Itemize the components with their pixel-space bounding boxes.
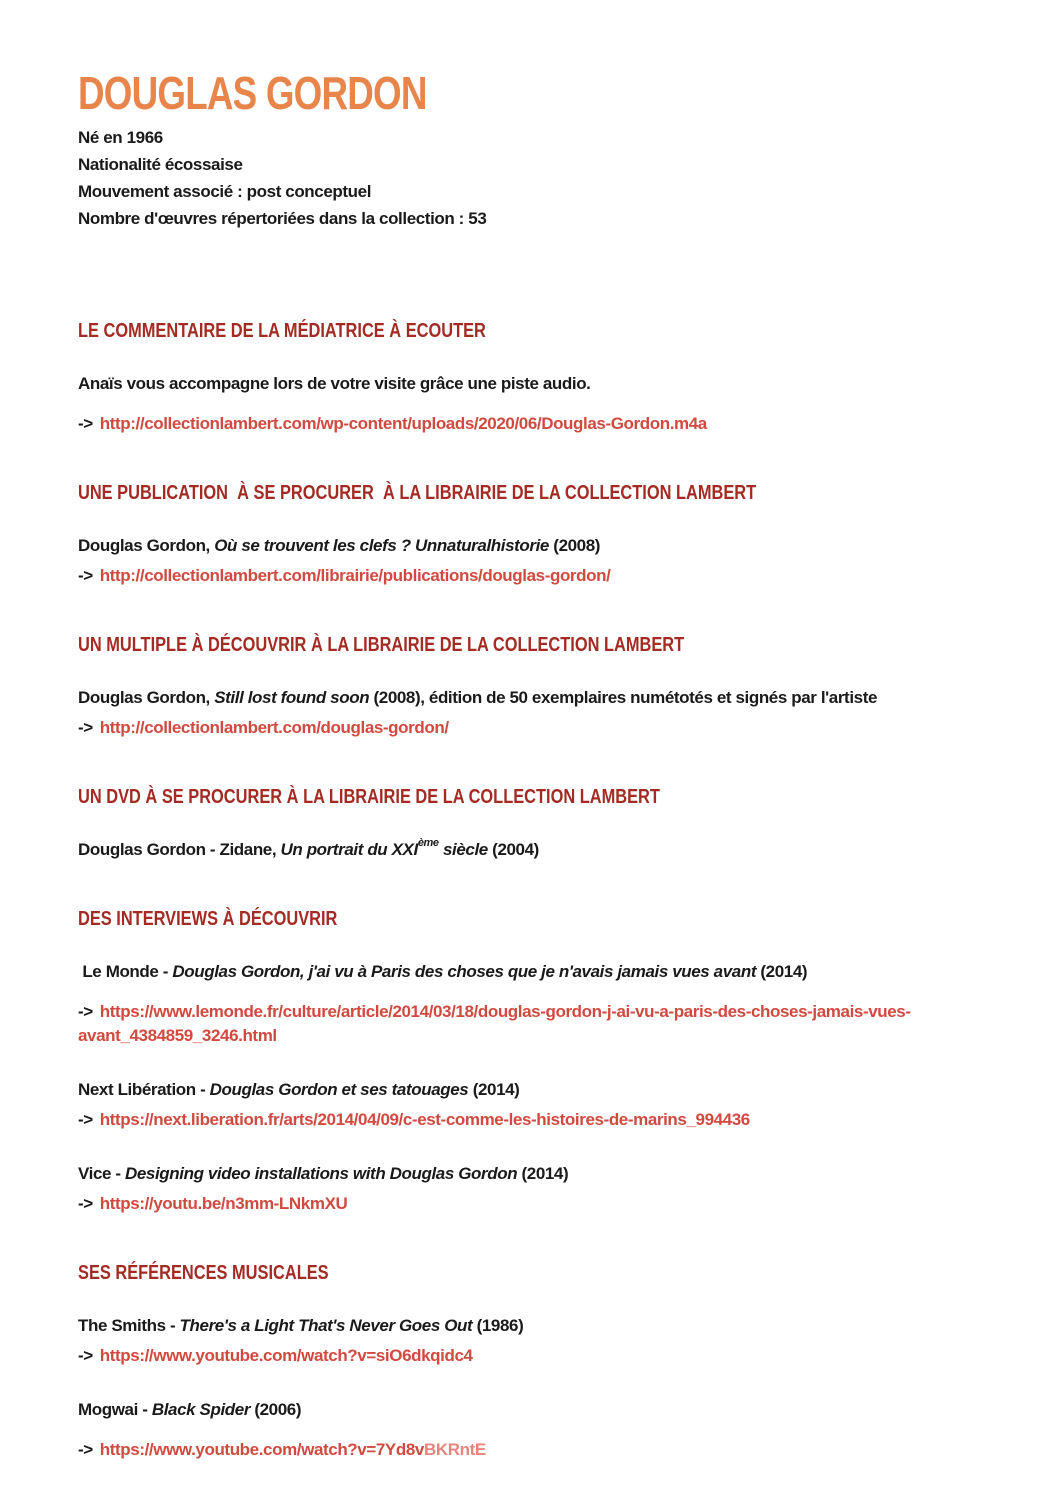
plain-text: Anaïs vous accompagne lors de votre visite grâce une piste audio. xyxy=(78,374,591,393)
link-line xyxy=(78,716,988,740)
plain-text: Vice - xyxy=(78,1164,125,1183)
link-line xyxy=(78,412,988,436)
italic-text: Un portrait du XXI xyxy=(280,840,418,859)
bio xyxy=(78,124,988,232)
section-item xyxy=(78,372,988,436)
item-text xyxy=(78,534,988,558)
plain-text: Le Monde - xyxy=(78,962,173,981)
item-text xyxy=(78,686,988,710)
section-item xyxy=(78,686,988,740)
item-text xyxy=(78,1398,988,1422)
arrow-prefix: -> xyxy=(78,1346,93,1365)
sections xyxy=(78,320,988,1462)
plain-text: Douglas Gordon, xyxy=(78,688,215,707)
plain-text: (2014) xyxy=(517,1164,569,1183)
link-line xyxy=(78,1344,988,1368)
section-item xyxy=(78,534,988,588)
link-line xyxy=(78,1438,988,1462)
italic-text: siècle xyxy=(438,840,488,859)
link-line xyxy=(78,564,988,588)
hyperlink-suffix[interactable]: BKRntE xyxy=(423,1440,486,1459)
item-text xyxy=(78,838,988,862)
hyperlink[interactable]: http://collectionlambert.com/wp-content/uploads/2020/06/Douglas-Gordon.m4a xyxy=(99,414,707,433)
section-heading: LE COMMENTAIRE DE LA MÉDIATRICE À ECOUTER xyxy=(78,320,486,342)
plain-text: (2008), édition de 50 exemplaires numétotés et signés par l'artiste xyxy=(369,688,878,707)
item-text xyxy=(78,372,988,396)
plain-text: (2006) xyxy=(250,1400,302,1419)
hyperlink[interactable]: https://www.lemonde.fr/culture/article/2014/03/18/douglas-gordon-j-ai-vu-a-paris-des-choses-jamais-vues-avant_4384859_3246.html xyxy=(78,1002,911,1045)
plain-text: The Smiths - xyxy=(78,1316,180,1335)
item-text xyxy=(78,1314,988,1338)
item-text xyxy=(78,1162,988,1186)
bio-line: Né en 1966 xyxy=(78,128,163,147)
hyperlink[interactable]: https://next.liberation.fr/arts/2014/04/09/c-est-comme-les-histoires-de-marins_994436 xyxy=(99,1110,750,1129)
section-item xyxy=(78,1398,988,1462)
section xyxy=(78,1262,988,1462)
arrow-prefix: -> xyxy=(78,414,93,433)
italic-text: Designing video installations with Douglas Gordon xyxy=(124,1164,518,1183)
section-item xyxy=(78,1078,988,1132)
italic-text: Douglas Gordon, j'ai vu à Paris des choses que je n'avais jamais vues avant xyxy=(172,962,757,981)
section-heading: UN MULTIPLE À DÉCOUVRIR À LA LIBRAIRIE DE LA COLLECTION LAMBERT xyxy=(78,634,685,656)
italic-text: Douglas Gordon et ses tatouages xyxy=(209,1080,469,1099)
plain-text: Douglas Gordon - Zidane, xyxy=(78,840,281,859)
hyperlink[interactable]: http://collectionlambert.com/librairie/publications/douglas-gordon/ xyxy=(99,566,611,585)
section-item xyxy=(78,960,988,1048)
bio-line: Mouvement associé : post conceptuel xyxy=(78,182,372,201)
plain-text: (2014) xyxy=(756,962,808,981)
arrow-prefix: -> xyxy=(78,1440,93,1459)
plain-text: (1986) xyxy=(472,1316,524,1335)
arrow-prefix: -> xyxy=(78,1002,93,1021)
bio-line: Nombre d'œuvres répertoriées dans la collection : 53 xyxy=(78,209,487,228)
italic-text: Où se trouvent les clefs ? Unnaturalhistorie xyxy=(214,536,549,555)
plain-text: Next Libération - xyxy=(78,1080,210,1099)
italic-text: ème xyxy=(417,837,439,849)
hyperlink[interactable]: http://collectionlambert.com/douglas-gordon/ xyxy=(99,718,449,737)
plain-text: Douglas Gordon, xyxy=(78,536,215,555)
section xyxy=(78,320,988,436)
section-heading: DES INTERVIEWS À DÉCOUVRIR xyxy=(78,908,338,930)
item-text xyxy=(78,960,988,984)
arrow-prefix: -> xyxy=(78,1194,93,1213)
section-heading: SES RÉFÉRENCES MUSICALES xyxy=(78,1262,329,1284)
link-line xyxy=(78,1192,988,1216)
hyperlink[interactable]: https://www.youtube.com/watch?v=siO6dkqidc4 xyxy=(99,1346,473,1365)
page-title: DOUGLAS GORDON xyxy=(78,67,427,119)
item-text xyxy=(78,1078,988,1102)
section-item xyxy=(78,1314,988,1368)
hyperlink[interactable]: https://www.youtube.com/watch?v=7Yd8v xyxy=(99,1440,424,1459)
arrow-prefix: -> xyxy=(78,718,93,737)
bio-line: Nationalité écossaise xyxy=(78,155,243,174)
section-item xyxy=(78,838,988,862)
plain-text: (2014) xyxy=(468,1080,520,1099)
section xyxy=(78,634,988,740)
hyperlink[interactable]: https://youtu.be/n3mm-LNkmXU xyxy=(99,1194,348,1213)
section xyxy=(78,482,988,588)
plain-text: Mogwai - xyxy=(78,1400,152,1419)
plain-text: (2008) xyxy=(548,536,601,555)
section xyxy=(78,786,988,862)
arrow-prefix: -> xyxy=(78,566,93,585)
italic-text: Still lost found soon xyxy=(214,688,370,707)
section-heading: UNE PUBLICATION À SE PROCURER À LA LIBRAIRIE DE LA COLLECTION LAMBERT xyxy=(78,482,757,504)
plain-text: (2004) xyxy=(487,840,539,859)
section-item xyxy=(78,1162,988,1216)
italic-text: There's a Light That's Never Goes Out xyxy=(179,1316,473,1335)
arrow-prefix: -> xyxy=(78,1110,93,1129)
section-heading: UN DVD À SE PROCURER À LA LIBRAIRIE DE LA COLLECTION LAMBERT xyxy=(78,786,660,808)
link-line xyxy=(78,1108,988,1132)
section xyxy=(78,908,988,1216)
italic-text: Black Spider xyxy=(151,1400,251,1419)
link-line xyxy=(78,1000,988,1048)
